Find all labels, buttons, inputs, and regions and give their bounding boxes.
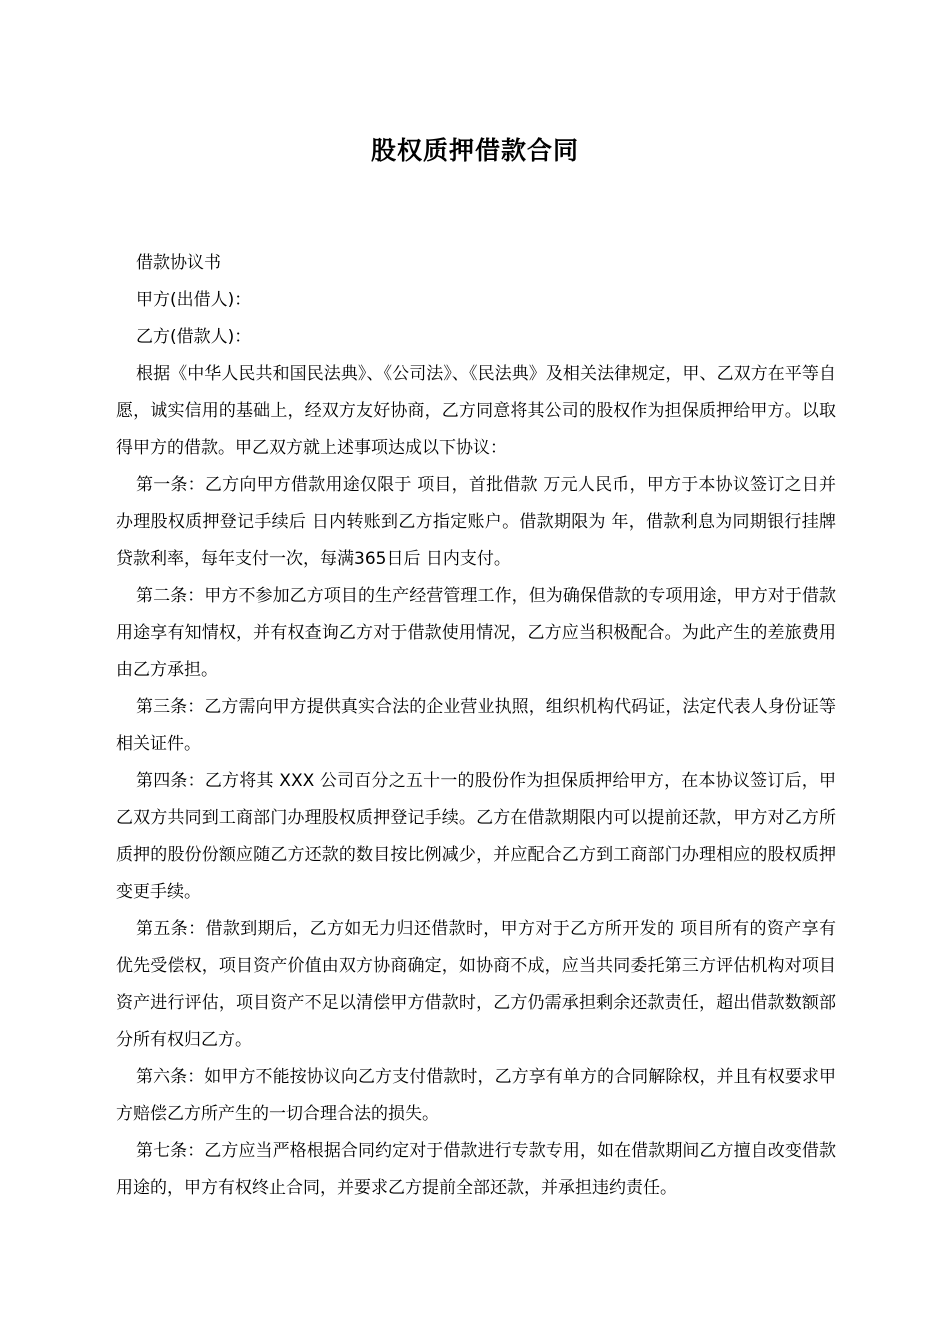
party-a-line: 甲方(出借人)： [136,290,252,310]
article-3: 第三条：乙方需向甲方提供真实合法的企业营业执照，组织机构代码证，法定代表人身份证等相关证件。 [116,697,836,754]
document-body [116,245,836,1207]
agreement-heading: 借款协议书 [136,253,221,273]
article-5: 第五条：借款到期后，乙方如无力归还借款时，甲方对于乙方所开发的 项目所有的资产享有优先受偿权，项目资产价值由双方协商确定，如协商不成，应当共同委托第三方评估机构对项目资产进行评估，项目资产不足以清偿甲方借款时，乙方仍需承担剩余还款责任，超出借款数额部分所有权归乙方。 [116,919,836,1050]
document-title: 股权质押借款合同 [370,136,579,165]
article-7: 第七条：乙方应当严格根据合同约定对于借款进行专款专用，如在借款期间乙方擅自改变借款用途的，甲方有权终止合同，并要求乙方提前全部还款，并承担违约责任。 [116,1141,836,1198]
party-b-line: 乙方(借款人)： [136,327,252,347]
article-2: 第二条：甲方不参加乙方项目的生产经营管理工作，但为确保借款的专项用途，甲方对于借款用途享有知情权，并有权查询乙方对于借款使用情况，乙方应当积极配合。为此产生的差旅费用由乙方承担。 [116,586,836,680]
preamble-paragraph: 根据《中华人民共和国民法典》、《公司法》、《民法典》及相关法律规定，甲、乙双方在平等自愿，诚实信用的基础上，经双方友好协商，乙方同意将其公司的股权作为担保质押给甲方。以取得甲方的借款。甲乙双方就上述事项达成以下协议： [116,364,836,458]
article-4: 第四条：乙方将其 XXX 公司百分之五十一的股份作为担保质押给甲方，在本协议签订后，甲乙双方共同到工商部门办理股权质押登记手续。乙方在借款期限内可以提前还款，甲方对乙方所质押的股份份额应随乙方还款的数目按比例减少，并应配合乙方到工商部门办理相应的股权质押变更手续。 [116,771,836,902]
article-6: 第六条：如甲方不能按协议向乙方支付借款时，乙方享有单方的合同解除权，并且有权要求甲方赔偿乙方所产生的一切合理合法的损失。 [116,1067,836,1124]
article-1: 第一条：乙方向甲方借款用途仅限于 项目，首批借款 万元人民币，甲方于本协议签订之日并办理股权质押登记手续后 日内转账到乙方指定账户。借款期限为 年，借款利息为同期银行挂牌贷款利率，每年支付一次，每满365日后 日内支付。 [116,475,836,569]
